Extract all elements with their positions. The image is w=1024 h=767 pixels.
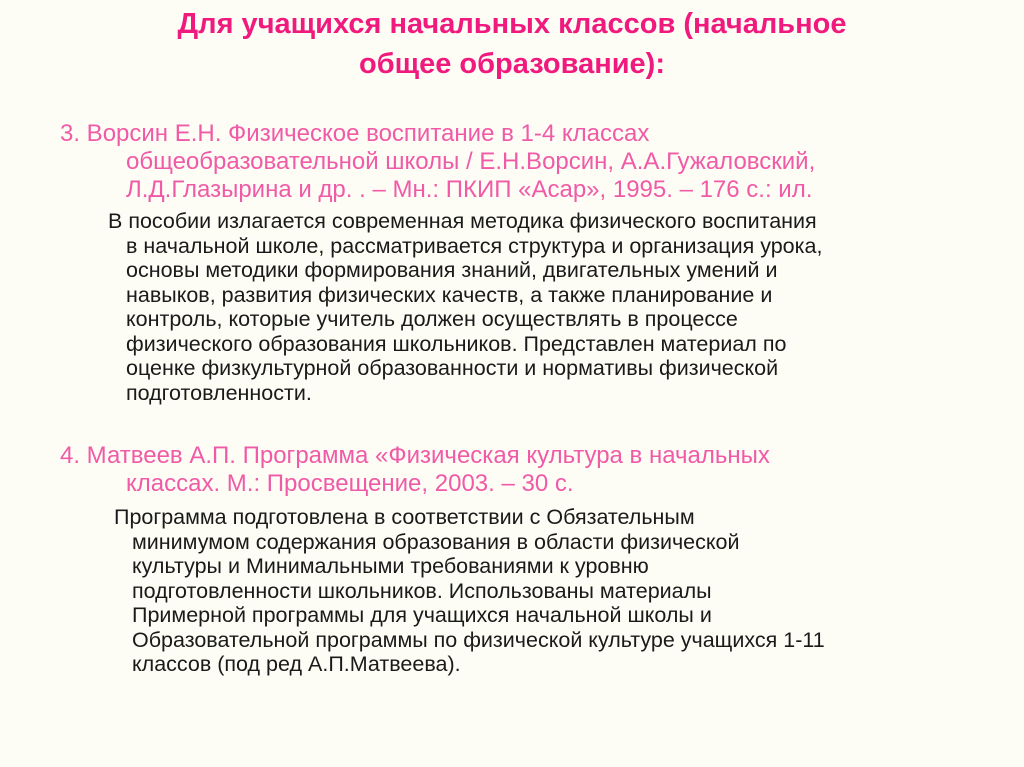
citation-line: общеобразовательной школы / Е.Н.Ворсин, А.А.Гужаловский,	[126, 148, 816, 175]
citation-line: Л.Д.Глазырина и др. . – Мн.: ПКИП «Асар», 1995. – 176 с.: ил.	[126, 176, 813, 203]
description-line: Примерной программы для учащихся начальной школы и	[132, 603, 712, 627]
description-line: культуры и Минимальными требованиями к уровню	[132, 554, 649, 578]
description-line: подготовленности.	[126, 380, 312, 405]
citation-line: 4. Матвеев А.П. Программа «Физическая культура в начальных	[60, 442, 770, 469]
description-line: Образовательной программы по физической культуре учащихся 1-11	[132, 627, 825, 652]
citation-line: 3. Ворсин Е.Н. Физическое воспитание в 1-4 классах	[60, 120, 650, 147]
description-line: физического образования школьников. Представлен материал по	[126, 331, 787, 356]
slide-title-line: общее образование):	[358, 48, 665, 80]
reference-3-citation	[60, 120, 980, 204]
slide-title	[0, 4, 1024, 84]
description-line: оценке физкультурной образованности и нормативы физической	[126, 356, 779, 380]
reference-3-description	[108, 209, 1008, 405]
slide-title-line: Для учащихся начальных классов (начальное	[177, 8, 847, 40]
description-line: подготовленности школьников. Использованы материалы	[132, 578, 712, 603]
description-line: минимумом содержания образования в области физической	[132, 529, 740, 554]
description-line: В пособии излагается современная методика физического воспитания	[108, 209, 817, 233]
description-line: Программа подготовлена в соответствии с Обязательным	[114, 505, 695, 529]
description-line: классов (под ред А.П.Матвеева).	[132, 652, 461, 676]
description-line: навыков, развития физических качеств, а также планирование и	[126, 282, 773, 307]
citation-line: классах. М.: Просвещение, 2003. – 30 с.	[126, 470, 574, 497]
reference-4-description	[114, 505, 1014, 677]
description-line: контроль, которые учитель должен осуществлять в процессе	[126, 307, 738, 331]
reference-4-citation	[60, 442, 980, 498]
description-line: основы методики формирования знаний, двигательных умений и	[126, 258, 778, 282]
description-line: в начальной школе, рассматривается структура и организация урока,	[126, 233, 823, 258]
